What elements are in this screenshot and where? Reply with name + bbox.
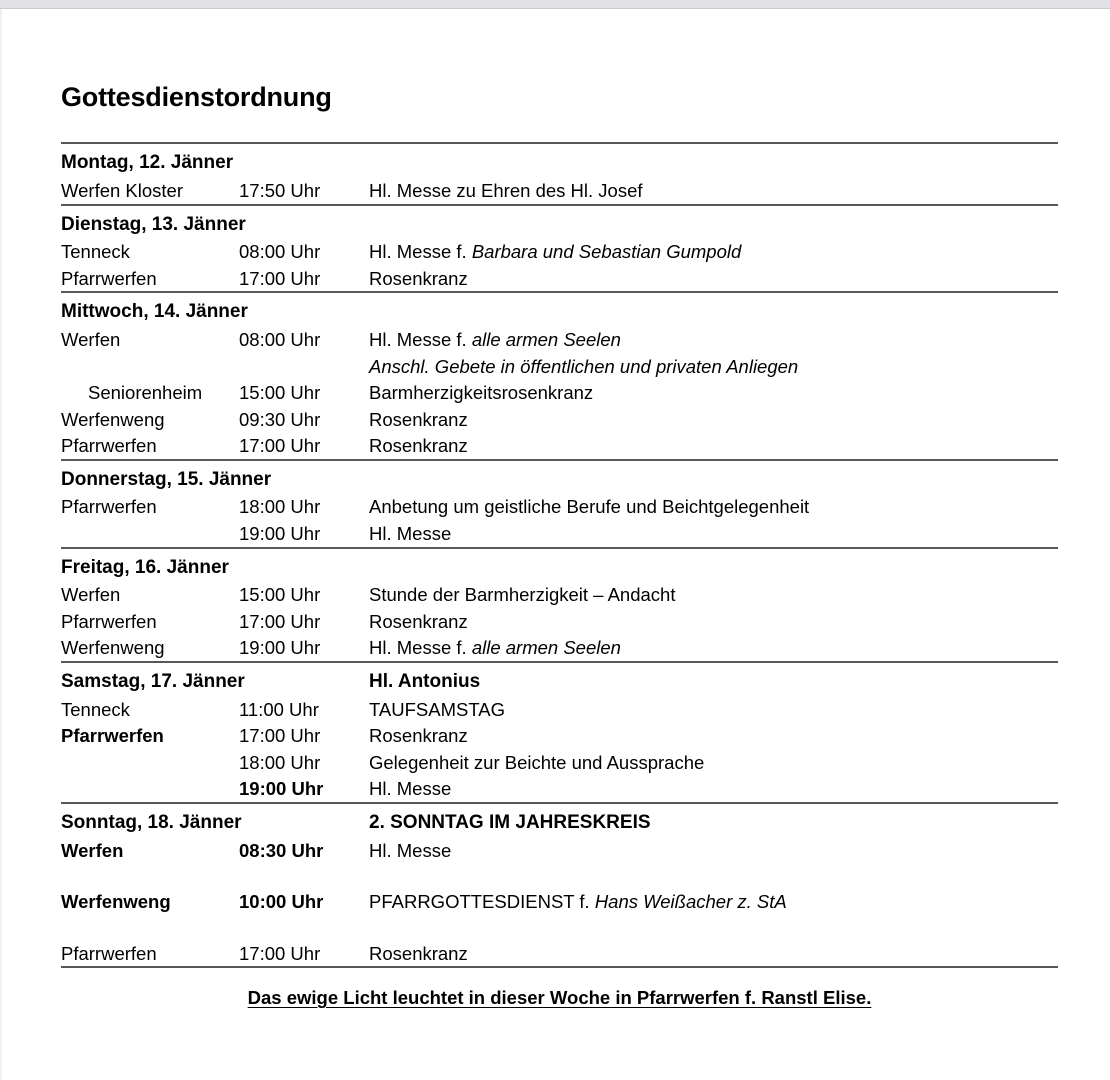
entry-time: 17:00 Uhr	[239, 267, 321, 289]
entry-description-plain: Hl. Messe f.	[369, 637, 472, 659]
day-label: Freitag, 16. Jänner	[61, 548, 239, 582]
entry-description	[369, 177, 1058, 205]
entry-time: 18:00 Uhr	[239, 751, 321, 773]
entry-description	[369, 722, 1058, 749]
table-row	[61, 749, 1058, 776]
day-header-spacer	[239, 803, 369, 837]
entry-description-plain: Gelegenheit zur Beichte und Aussprache	[369, 751, 705, 773]
entry-location	[61, 353, 239, 380]
entry-time: 09:30 Uhr	[239, 408, 321, 430]
window-top-band	[0, 0, 1110, 9]
entry-location: Werfen	[61, 328, 121, 350]
entry-description-plain: Hl. Messe f.	[369, 328, 472, 350]
table-row	[61, 379, 1058, 406]
day-block-montag	[61, 143, 1058, 204]
table-row	[61, 915, 1058, 968]
entry-description	[369, 432, 1058, 460]
entry-description-plain: Rosenkranz	[369, 435, 468, 457]
day-block-sonntag	[61, 803, 1058, 968]
entry-location: Tenneck	[61, 241, 130, 263]
day-label: Mittwoch, 14. Jänner	[61, 292, 239, 326]
day-label: Dienstag, 13. Jänner	[61, 205, 239, 239]
day-label: Sonntag, 18. Jänner	[61, 803, 239, 837]
entry-time: 10:00 Uhr	[239, 891, 324, 913]
day-header-spacer	[239, 662, 369, 696]
entry-time: 19:00 Uhr	[239, 778, 324, 800]
entry-location: Werfen	[61, 584, 121, 606]
day-label: Samstag, 17. Jänner	[61, 662, 239, 696]
entry-description	[369, 696, 1058, 723]
day-header-row	[61, 803, 1058, 837]
entry-description-plain: PFARRGOTTESDIENST f.	[369, 891, 595, 913]
entry-description-plain: Hl. Messe	[369, 523, 452, 545]
table-row	[61, 634, 1058, 662]
entry-description-plain: Hl. Messe f.	[369, 241, 472, 263]
document-page	[0, 9, 1110, 1080]
entry-description-plain: Stunde der Barmherzigkeit – Andacht	[369, 584, 676, 606]
entry-location: Werfen Kloster	[61, 179, 184, 201]
table-row	[61, 493, 1058, 520]
entry-description-plain: Hl. Messe zu Ehren des Hl. Josef	[369, 179, 643, 201]
day-feast: 2. SONNTAG IM JAHRESKREIS	[369, 803, 1058, 837]
day-label: Donnerstag, 15. Jänner	[61, 460, 239, 494]
entry-time	[239, 353, 369, 380]
day-header-row	[61, 143, 1058, 177]
day-label: Montag, 12. Jänner	[61, 143, 239, 177]
entry-location: Pfarrwerfen	[61, 610, 157, 632]
day-feast	[369, 143, 1058, 177]
table-row	[61, 238, 1058, 265]
day-block-mittwoch	[61, 292, 1058, 460]
table-row	[61, 696, 1058, 723]
entry-time: 15:00 Uhr	[239, 382, 321, 404]
entry-location: Werfen	[61, 839, 124, 861]
entry-description-plain: Hl. Messe	[369, 839, 452, 861]
table-row	[61, 863, 1058, 915]
entry-location	[61, 520, 239, 548]
entry-description-plain: Anbetung um geistliche Berufe und Beichtgelegenheit	[369, 496, 810, 518]
table-row	[61, 837, 1058, 864]
entry-description	[369, 406, 1058, 433]
day-header-spacer	[239, 143, 369, 177]
entry-description-plain: Hl. Messe	[369, 778, 452, 800]
page-title: Gottesdienstordnung	[61, 82, 332, 112]
schedule-bottom-rule	[61, 967, 1058, 968]
day-header-row	[61, 292, 1058, 326]
entry-time: 17:00 Uhr	[239, 435, 321, 457]
day-header-row	[61, 460, 1058, 494]
day-header-spacer	[239, 548, 369, 582]
entry-location: Pfarrwerfen	[61, 435, 157, 457]
table-row	[61, 520, 1058, 548]
entry-time: 08:00 Uhr	[239, 328, 321, 350]
day-header-spacer	[239, 205, 369, 239]
day-header-row	[61, 662, 1058, 696]
entry-location: Pfarrwerfen	[61, 725, 164, 747]
table-row	[61, 353, 1058, 380]
entry-description-plain: Barmherzigkeitsrosenkranz	[369, 382, 594, 404]
entry-time: 17:00 Uhr	[239, 942, 321, 964]
entry-time: 17:00 Uhr	[239, 610, 321, 632]
entry-description	[369, 634, 1058, 662]
day-block-dienstag	[61, 205, 1058, 293]
entry-time: 11:00 Uhr	[239, 698, 319, 720]
entry-description-italic: alle armen Seelen	[471, 328, 621, 350]
entry-description-italic: Anschl. Gebete in öffentlichen und privaten Anliegen	[369, 355, 799, 377]
entry-time: 15:00 Uhr	[239, 584, 321, 606]
entry-description-plain: TAUFSAMSTAG	[369, 698, 506, 720]
entry-time: 17:00 Uhr	[239, 725, 321, 747]
table-row	[61, 775, 1058, 803]
entry-description	[369, 493, 1058, 520]
entry-location: Tenneck	[61, 698, 130, 720]
entry-location: Pfarrwerfen	[61, 267, 157, 289]
entry-description	[369, 915, 1058, 968]
entry-location: Pfarrwerfen	[61, 496, 157, 518]
entry-description	[369, 238, 1058, 265]
entry-location: Werfenweng	[61, 891, 171, 913]
table-row	[61, 177, 1058, 205]
day-feast	[369, 292, 1058, 326]
day-header-row	[61, 548, 1058, 582]
entry-description-plain: Rosenkranz	[369, 610, 468, 632]
entry-description-italic: alle armen Seelen	[471, 637, 621, 659]
day-feast	[369, 548, 1058, 582]
day-feast	[369, 460, 1058, 494]
table-row	[61, 581, 1058, 608]
entry-location	[61, 749, 239, 776]
entry-location: Werfenweng	[61, 637, 165, 659]
table-row	[61, 722, 1058, 749]
entry-time: 19:00 Uhr	[239, 637, 321, 659]
eternal-light-note: Das ewige Licht leuchtet in dieser Woche in Pfarrwerfen f. Ranstl Elise.	[247, 987, 872, 1008]
entry-description	[369, 837, 1058, 864]
entry-location: Seniorenheim	[88, 382, 203, 404]
entry-time: 17:50 Uhr	[239, 179, 321, 201]
entry-location: Werfenweng	[61, 408, 165, 430]
day-header-row	[61, 205, 1058, 239]
document-content	[61, 9, 1058, 1008]
entry-location	[61, 775, 239, 803]
day-header-spacer	[239, 292, 369, 326]
entry-description	[369, 749, 1058, 776]
table-row	[61, 265, 1058, 293]
entry-description-italic: Barbara und Sebastian Gumpold	[471, 241, 742, 263]
entry-time: 08:30 Uhr	[239, 839, 324, 861]
day-block-freitag	[61, 548, 1058, 662]
entry-description-plain: Rosenkranz	[369, 725, 468, 747]
service-schedule-table	[61, 142, 1058, 968]
day-feast	[369, 205, 1058, 239]
day-feast: Hl. Antonius	[369, 662, 1058, 696]
day-block-samstag	[61, 662, 1058, 803]
entry-description	[369, 353, 1058, 380]
entry-time: 19:00 Uhr	[239, 523, 321, 545]
entry-description	[369, 608, 1058, 635]
entry-description	[369, 775, 1058, 803]
entry-location: Pfarrwerfen	[61, 942, 157, 964]
entry-time: 08:00 Uhr	[239, 241, 321, 263]
table-row	[61, 326, 1058, 353]
entry-description	[369, 863, 1058, 915]
entry-time: 18:00 Uhr	[239, 496, 321, 518]
entry-description	[369, 520, 1058, 548]
entry-description	[369, 379, 1058, 406]
table-row	[61, 432, 1058, 460]
entry-description	[369, 326, 1058, 353]
table-row	[61, 406, 1058, 433]
table-row	[61, 608, 1058, 635]
entry-description-italic: Hans Weißacher z. StA	[594, 891, 787, 913]
entry-description	[369, 581, 1058, 608]
entry-description-plain: Rosenkranz	[369, 408, 468, 430]
entry-description	[369, 265, 1058, 293]
entry-description-plain: Rosenkranz	[369, 267, 468, 289]
entry-description-plain: Rosenkranz	[369, 942, 468, 964]
day-block-donnerstag	[61, 460, 1058, 548]
